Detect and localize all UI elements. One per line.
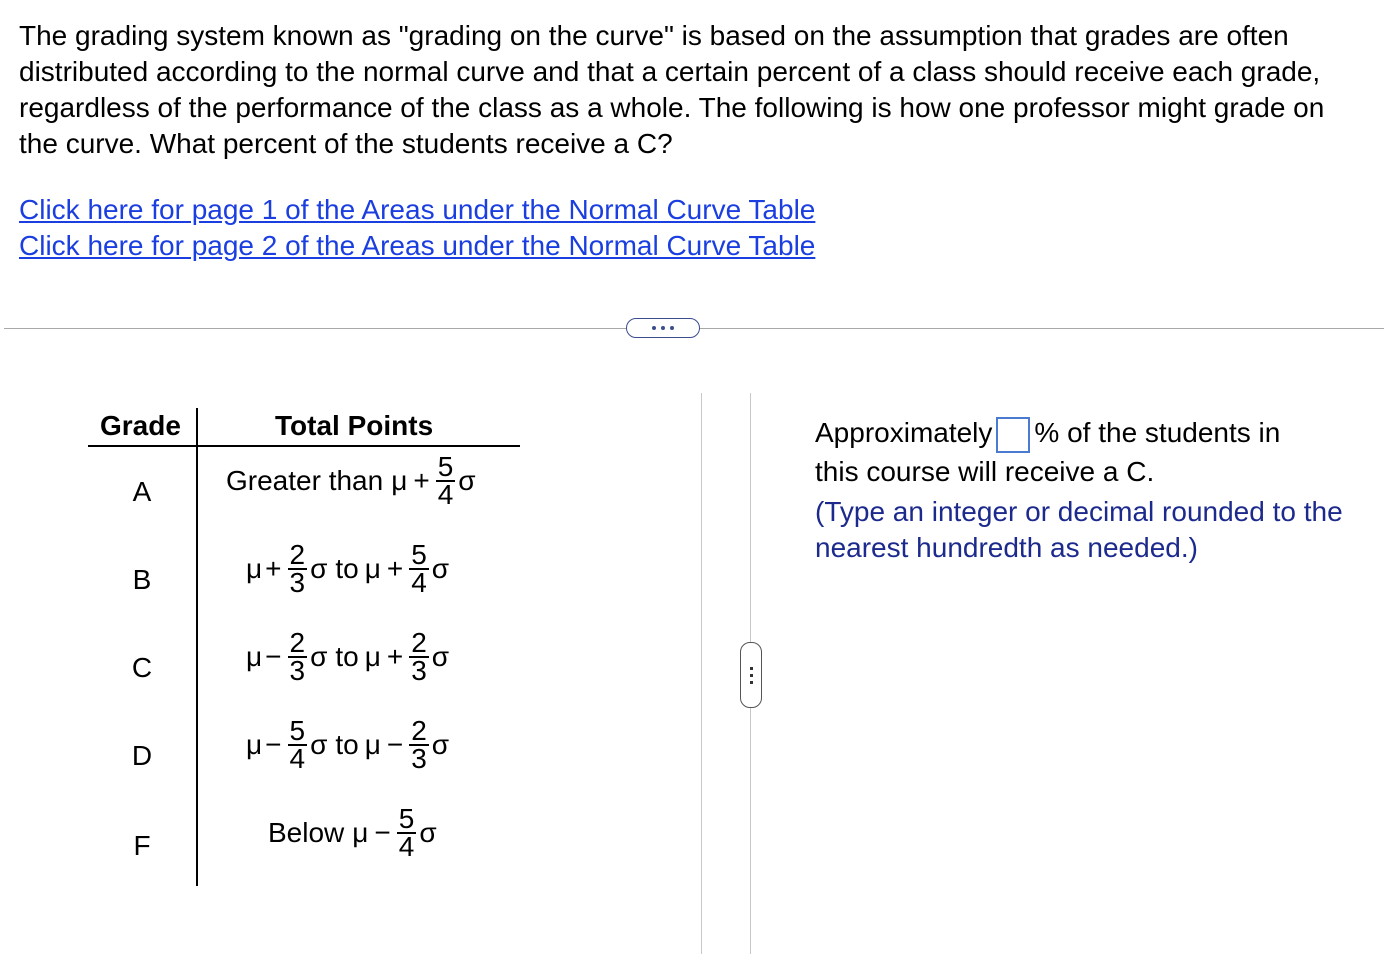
dot-icon [750, 681, 753, 684]
numerator: 2 [289, 539, 306, 570]
sigma-symbol: σ [458, 465, 476, 496]
mu-symbol: μ [246, 553, 263, 584]
denominator: 3 [289, 655, 306, 686]
plus-sign: + [265, 553, 282, 584]
dot-icon [750, 667, 753, 670]
grade-f: F [133, 830, 151, 861]
minus-sign: − [374, 817, 391, 848]
fraction [397, 803, 417, 862]
answer-line2: this course will receive a C. [815, 455, 1155, 487]
more-options-button[interactable] [626, 318, 700, 338]
question-text: The grading system known as "grading on the curve" is based on the assumption that grades are often distributed according to the normal curve and that a certain percent of a class should receive each grade, regardless of the performance of the class as a whole. The following is how one professor might grade on the curve. What percent of the students receive a C? [19, 20, 1325, 159]
grade-b: B [132, 564, 152, 595]
points-d [246, 715, 450, 774]
mu-symbol: μ [246, 729, 263, 760]
table-links [19, 192, 815, 264]
dot-icon [750, 674, 753, 677]
denominator: 4 [437, 479, 454, 510]
minus-sign: − [386, 729, 404, 760]
sigma-symbol: σ [419, 817, 437, 848]
grade-a: A [132, 476, 152, 507]
header-grade: Grade [100, 410, 181, 441]
mu-symbol: μ [364, 729, 381, 760]
numerator: 5 [437, 451, 454, 482]
fraction [288, 627, 308, 686]
fraction [409, 627, 429, 686]
numerator: 2 [289, 627, 306, 658]
denominator: 4 [289, 743, 306, 774]
pane-resize-handle[interactable] [740, 642, 762, 708]
points-b [246, 539, 450, 598]
points-c [246, 627, 450, 686]
dot-icon [670, 326, 674, 330]
denominator: 3 [411, 743, 427, 774]
fraction [409, 715, 429, 774]
mu-symbol: μ [352, 817, 369, 848]
denominator: 3 [411, 655, 427, 686]
greater-than-text: Greater than [226, 465, 384, 496]
sigma-symbol: σ [310, 729, 328, 760]
points-f [268, 803, 437, 862]
mu-symbol: μ [364, 641, 381, 672]
sigma-symbol: σ [431, 641, 450, 672]
numerator: 2 [411, 627, 427, 658]
header-rule [88, 445, 520, 447]
normal-table-page1-link[interactable]: Click here for page 1 of the Areas under the Normal Curve Table [19, 194, 816, 225]
column-rule [196, 408, 198, 886]
mu-symbol: μ [246, 641, 263, 672]
fraction [288, 539, 308, 598]
fraction [436, 451, 456, 510]
numerator: 2 [411, 715, 427, 746]
minus-sign: − [265, 729, 282, 760]
mu-symbol: μ [391, 465, 408, 496]
to-text: to [335, 729, 359, 760]
minus-sign: − [265, 641, 282, 672]
to-text: to [335, 553, 359, 584]
plus-sign: + [413, 465, 430, 496]
percent-answer-input[interactable] [996, 417, 1030, 453]
numerator: 5 [289, 715, 306, 746]
sigma-symbol: σ [310, 553, 328, 584]
answer-statement [815, 414, 1355, 491]
answer-prefix: Approximately [815, 417, 993, 448]
mu-symbol: μ [364, 553, 381, 584]
header-total-points: Total Points [275, 410, 434, 441]
fraction [409, 539, 429, 598]
grade-c: C [131, 652, 153, 683]
plus-sign: + [386, 553, 404, 584]
pane-separator-left [701, 393, 702, 954]
numerator: 5 [411, 539, 427, 570]
answer-format-hint: (Type an integer or decimal rounded to the nearest hundredth as needed.) [815, 496, 1343, 563]
grade-table [88, 408, 520, 886]
dot-icon [661, 326, 665, 330]
below-text: Below [268, 817, 345, 848]
points-a [226, 451, 476, 510]
dot-icon [652, 326, 656, 330]
answer-suffix: % of the students in [1034, 417, 1281, 448]
sigma-symbol: σ [431, 729, 450, 760]
plus-sign: + [386, 641, 404, 672]
grade-d: D [131, 740, 153, 771]
sigma-symbol: σ [310, 641, 328, 672]
to-text: to [335, 641, 359, 672]
fraction [288, 715, 308, 774]
denominator: 3 [289, 567, 306, 598]
normal-table-page2-link[interactable]: Click here for page 2 of the Areas under the Normal Curve Table [19, 230, 816, 261]
denominator: 4 [411, 567, 427, 598]
numerator: 5 [398, 803, 415, 834]
denominator: 4 [398, 831, 415, 862]
sigma-symbol: σ [431, 553, 450, 584]
